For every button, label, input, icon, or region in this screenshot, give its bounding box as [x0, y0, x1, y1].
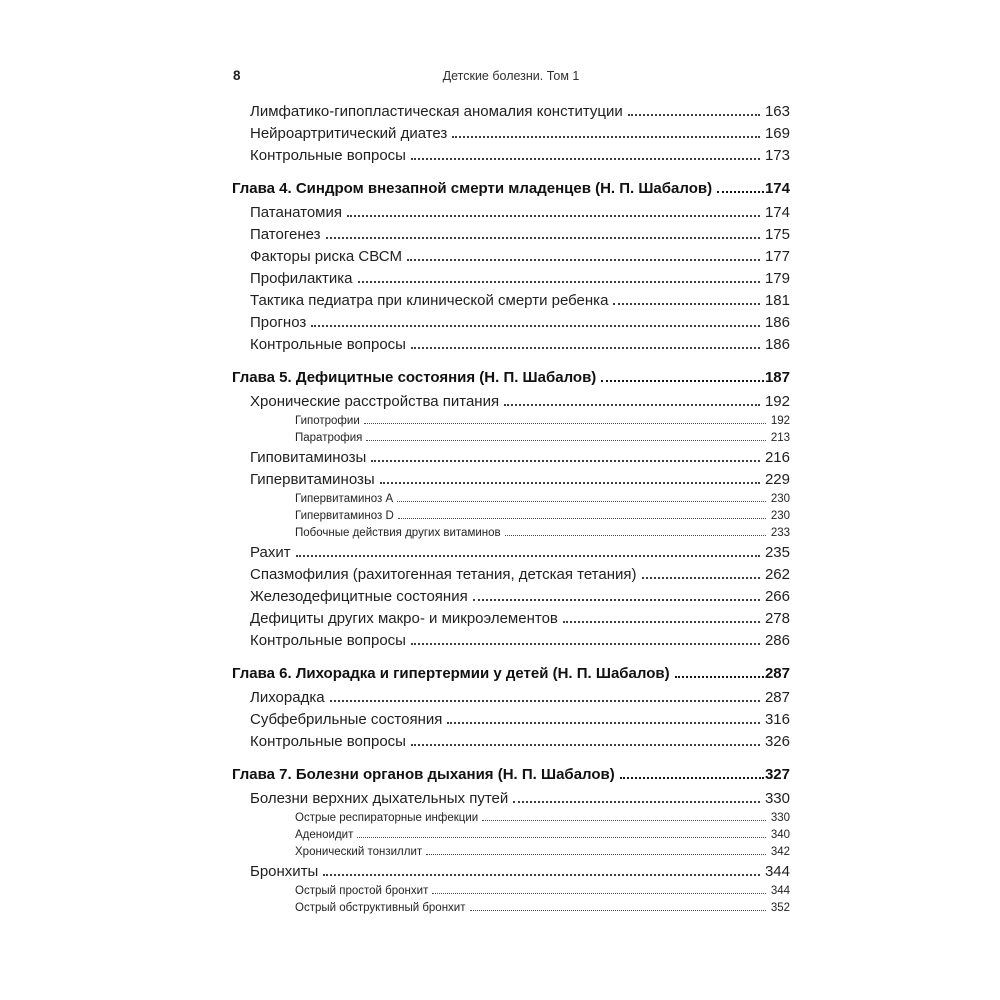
dot-leader — [452, 136, 760, 138]
toc-entry — [232, 544, 790, 566]
toc-entry-title: Патогенез — [250, 226, 321, 243]
toc-entry-page: 163 — [764, 103, 790, 120]
dot-leader — [613, 303, 760, 305]
toc-entry — [232, 711, 790, 733]
dot-leader — [470, 909, 766, 911]
running-title: Детские болезни. Том 1 — [442, 69, 580, 83]
toc-entry-page: 169 — [764, 125, 790, 142]
toc-entry-page: 316 — [764, 711, 790, 728]
toc-entry-title: Прогноз — [250, 314, 307, 331]
toc-entry-page: 330 — [770, 812, 790, 824]
toc-entry-page: 177 — [764, 248, 790, 265]
toc-entry — [232, 610, 790, 632]
toc-entry-title: Гиповитаминозы — [250, 449, 367, 466]
toc-entry-page: 278 — [764, 610, 790, 627]
toc-entry-page: 262 — [764, 566, 790, 583]
toc-entry-page: 287 — [764, 665, 790, 682]
toc-entry-page: 187 — [764, 369, 790, 386]
toc-entry — [232, 292, 790, 314]
dot-leader — [513, 801, 760, 803]
toc-entry-page: 327 — [764, 766, 790, 783]
toc-entry-page: 186 — [764, 314, 790, 331]
dot-leader — [311, 325, 760, 327]
toc-entry — [232, 632, 790, 654]
toc-entry — [232, 566, 790, 588]
dot-leader — [504, 404, 760, 406]
toc-entry-title: Гипервитаминозы — [250, 471, 375, 488]
toc-entry — [232, 393, 790, 415]
toc-entry-title: Бронхиты — [250, 863, 319, 880]
toc-entry — [232, 812, 790, 829]
toc-chapter-entry — [232, 766, 790, 788]
toc-entry-title: Гипервитаминоз D — [295, 510, 394, 522]
toc-entry-page: 179 — [764, 270, 790, 287]
toc-entry-page: 344 — [770, 885, 790, 897]
toc-entry — [232, 846, 790, 863]
dot-leader — [411, 643, 760, 645]
toc-entry — [232, 103, 790, 125]
toc-entry-page: 186 — [764, 336, 790, 353]
dot-leader — [620, 776, 764, 779]
toc-entry — [232, 863, 790, 885]
dot-leader — [323, 874, 760, 876]
toc-entry-page: 174 — [764, 180, 790, 197]
dot-leader — [426, 853, 766, 855]
toc-entry-title: Болезни верхних дыхательных путей — [250, 790, 509, 807]
toc-entry — [232, 415, 790, 432]
toc-entry-page: 330 — [764, 790, 790, 807]
toc-entry — [232, 902, 790, 919]
toc-entry-page: 230 — [770, 493, 790, 505]
toc-entry-page: 213 — [770, 432, 790, 444]
toc-entry-title: Глава 5. Дефицитные состояния (Н. П. Шабалов) — [232, 369, 597, 386]
dot-leader — [398, 517, 766, 519]
toc-entry — [232, 270, 790, 292]
toc-entry-page: 173 — [764, 147, 790, 164]
toc-entry — [232, 885, 790, 902]
toc-entry — [232, 471, 790, 493]
toc-entry-page: 266 — [764, 588, 790, 605]
dot-leader — [411, 158, 760, 160]
dot-leader — [397, 500, 766, 502]
dot-leader — [411, 744, 760, 746]
dot-leader — [505, 534, 766, 536]
toc-entry-title: Аденоидит — [295, 829, 354, 841]
toc-entry — [232, 493, 790, 510]
toc-entry-page: 235 — [764, 544, 790, 561]
dot-leader — [601, 379, 764, 382]
dot-leader — [628, 114, 760, 116]
toc-entry — [232, 689, 790, 711]
toc-entry-page: 192 — [764, 393, 790, 410]
toc-entry — [232, 432, 790, 449]
dot-leader — [482, 819, 766, 821]
table-of-contents — [232, 103, 790, 919]
toc-entry-page: 174 — [764, 204, 790, 221]
dot-leader — [364, 422, 766, 424]
toc-entry — [232, 829, 790, 846]
toc-entry-title: Побочные действия других витаминов — [295, 527, 501, 539]
toc-entry-title: Дефициты других макро- и микроэлементов — [250, 610, 558, 627]
toc-entry — [232, 790, 790, 812]
toc-entry — [232, 314, 790, 336]
toc-entry-title: Факторы риска СВСМ — [250, 248, 402, 265]
dot-leader — [380, 482, 760, 484]
toc-entry-title: Хронические расстройства питания — [250, 393, 500, 410]
toc-entry — [232, 147, 790, 169]
toc-entry-title: Хронический тонзиллит — [295, 846, 423, 858]
dot-leader — [473, 599, 760, 601]
toc-entry-page: 286 — [764, 632, 790, 649]
toc-entry-title: Нейроартритический диатез — [250, 125, 448, 142]
toc-entry-page: 181 — [764, 292, 790, 309]
dot-leader — [330, 700, 760, 702]
dot-leader — [357, 836, 765, 838]
toc-entry-page: 326 — [764, 733, 790, 750]
toc-entry-page: 233 — [770, 527, 790, 539]
toc-entry — [232, 125, 790, 147]
dot-leader — [358, 281, 760, 283]
toc-entry-page: 287 — [764, 689, 790, 706]
toc-entry-page: 229 — [764, 471, 790, 488]
toc-entry-title: Лимфатико-гипопластическая аномалия конституции — [250, 103, 623, 120]
dot-leader — [366, 439, 765, 441]
dot-leader — [371, 460, 760, 462]
dot-leader — [717, 190, 764, 193]
toc-entry — [232, 336, 790, 358]
toc-entry-title: Контрольные вопросы — [250, 147, 406, 164]
toc-entry — [232, 449, 790, 471]
toc-entry-title: Лихорадка — [250, 689, 325, 706]
toc-entry-page: 352 — [770, 902, 790, 914]
toc-entry-title: Патанатомия — [250, 204, 342, 221]
toc-entry-title: Рахит — [250, 544, 291, 561]
toc-entry — [232, 248, 790, 270]
page-header — [232, 67, 790, 85]
toc-entry — [232, 733, 790, 755]
toc-chapter-entry — [232, 665, 790, 687]
toc-entry-title: Острый обструктивный бронхит — [295, 902, 466, 914]
toc-entry-page: 230 — [770, 510, 790, 522]
toc-entry-title: Тактика педиатра при клинической смерти ребенка — [250, 292, 609, 309]
toc-entry — [232, 204, 790, 226]
toc-entry-page: 175 — [764, 226, 790, 243]
toc-entry-title: Острые респираторные инфекции — [295, 812, 479, 824]
toc-entry-page: 342 — [770, 846, 790, 858]
dot-leader — [347, 215, 760, 217]
dot-leader — [432, 892, 765, 894]
dot-leader — [296, 555, 760, 557]
toc-entry-title: Острый простой бронхит — [295, 885, 429, 897]
toc-chapter-entry — [232, 369, 790, 391]
toc-entry-title: Профилактика — [250, 270, 353, 287]
dot-leader — [642, 577, 760, 579]
toc-entry-title: Глава 6. Лихорадка и гипертермии у детей (Н. П. Шабалов) — [232, 665, 670, 682]
toc-entry-page: 192 — [770, 415, 790, 427]
toc-entry-title: Субфебрильные состояния — [250, 711, 443, 728]
toc-entry-title: Контрольные вопросы — [250, 336, 406, 353]
toc-entry-title: Гипотрофии — [295, 415, 360, 427]
dot-leader — [407, 259, 760, 261]
toc-entry-title: Контрольные вопросы — [250, 733, 406, 750]
dot-leader — [326, 237, 760, 239]
toc-entry-title: Гипервитаминоз A — [295, 493, 394, 505]
toc-entry-title: Паратрофия — [295, 432, 363, 444]
toc-entry — [232, 527, 790, 544]
toc-entry — [232, 226, 790, 248]
toc-chapter-entry — [232, 180, 790, 202]
toc-entry — [232, 510, 790, 527]
toc-entry — [232, 588, 790, 610]
toc-entry-title: Спазмофилия (рахитогенная тетания, детская тетания) — [250, 566, 637, 583]
dot-leader — [411, 347, 760, 349]
toc-entry-page: 344 — [764, 863, 790, 880]
toc-entry-title: Глава 7. Болезни органов дыхания (Н. П. Шабалов) — [232, 766, 615, 783]
toc-entry-title: Контрольные вопросы — [250, 632, 406, 649]
toc-entry-page: 340 — [770, 829, 790, 841]
page-number: 8 — [233, 68, 241, 83]
dot-leader — [563, 621, 760, 623]
dot-leader — [447, 722, 760, 724]
toc-entry-title: Глава 4. Синдром внезапной смерти младенцев (Н. П. Шабалов) — [232, 180, 713, 197]
toc-entry-page: 216 — [764, 449, 790, 466]
dot-leader — [675, 675, 764, 678]
toc-entry-title: Железодефицитные состояния — [250, 588, 468, 605]
